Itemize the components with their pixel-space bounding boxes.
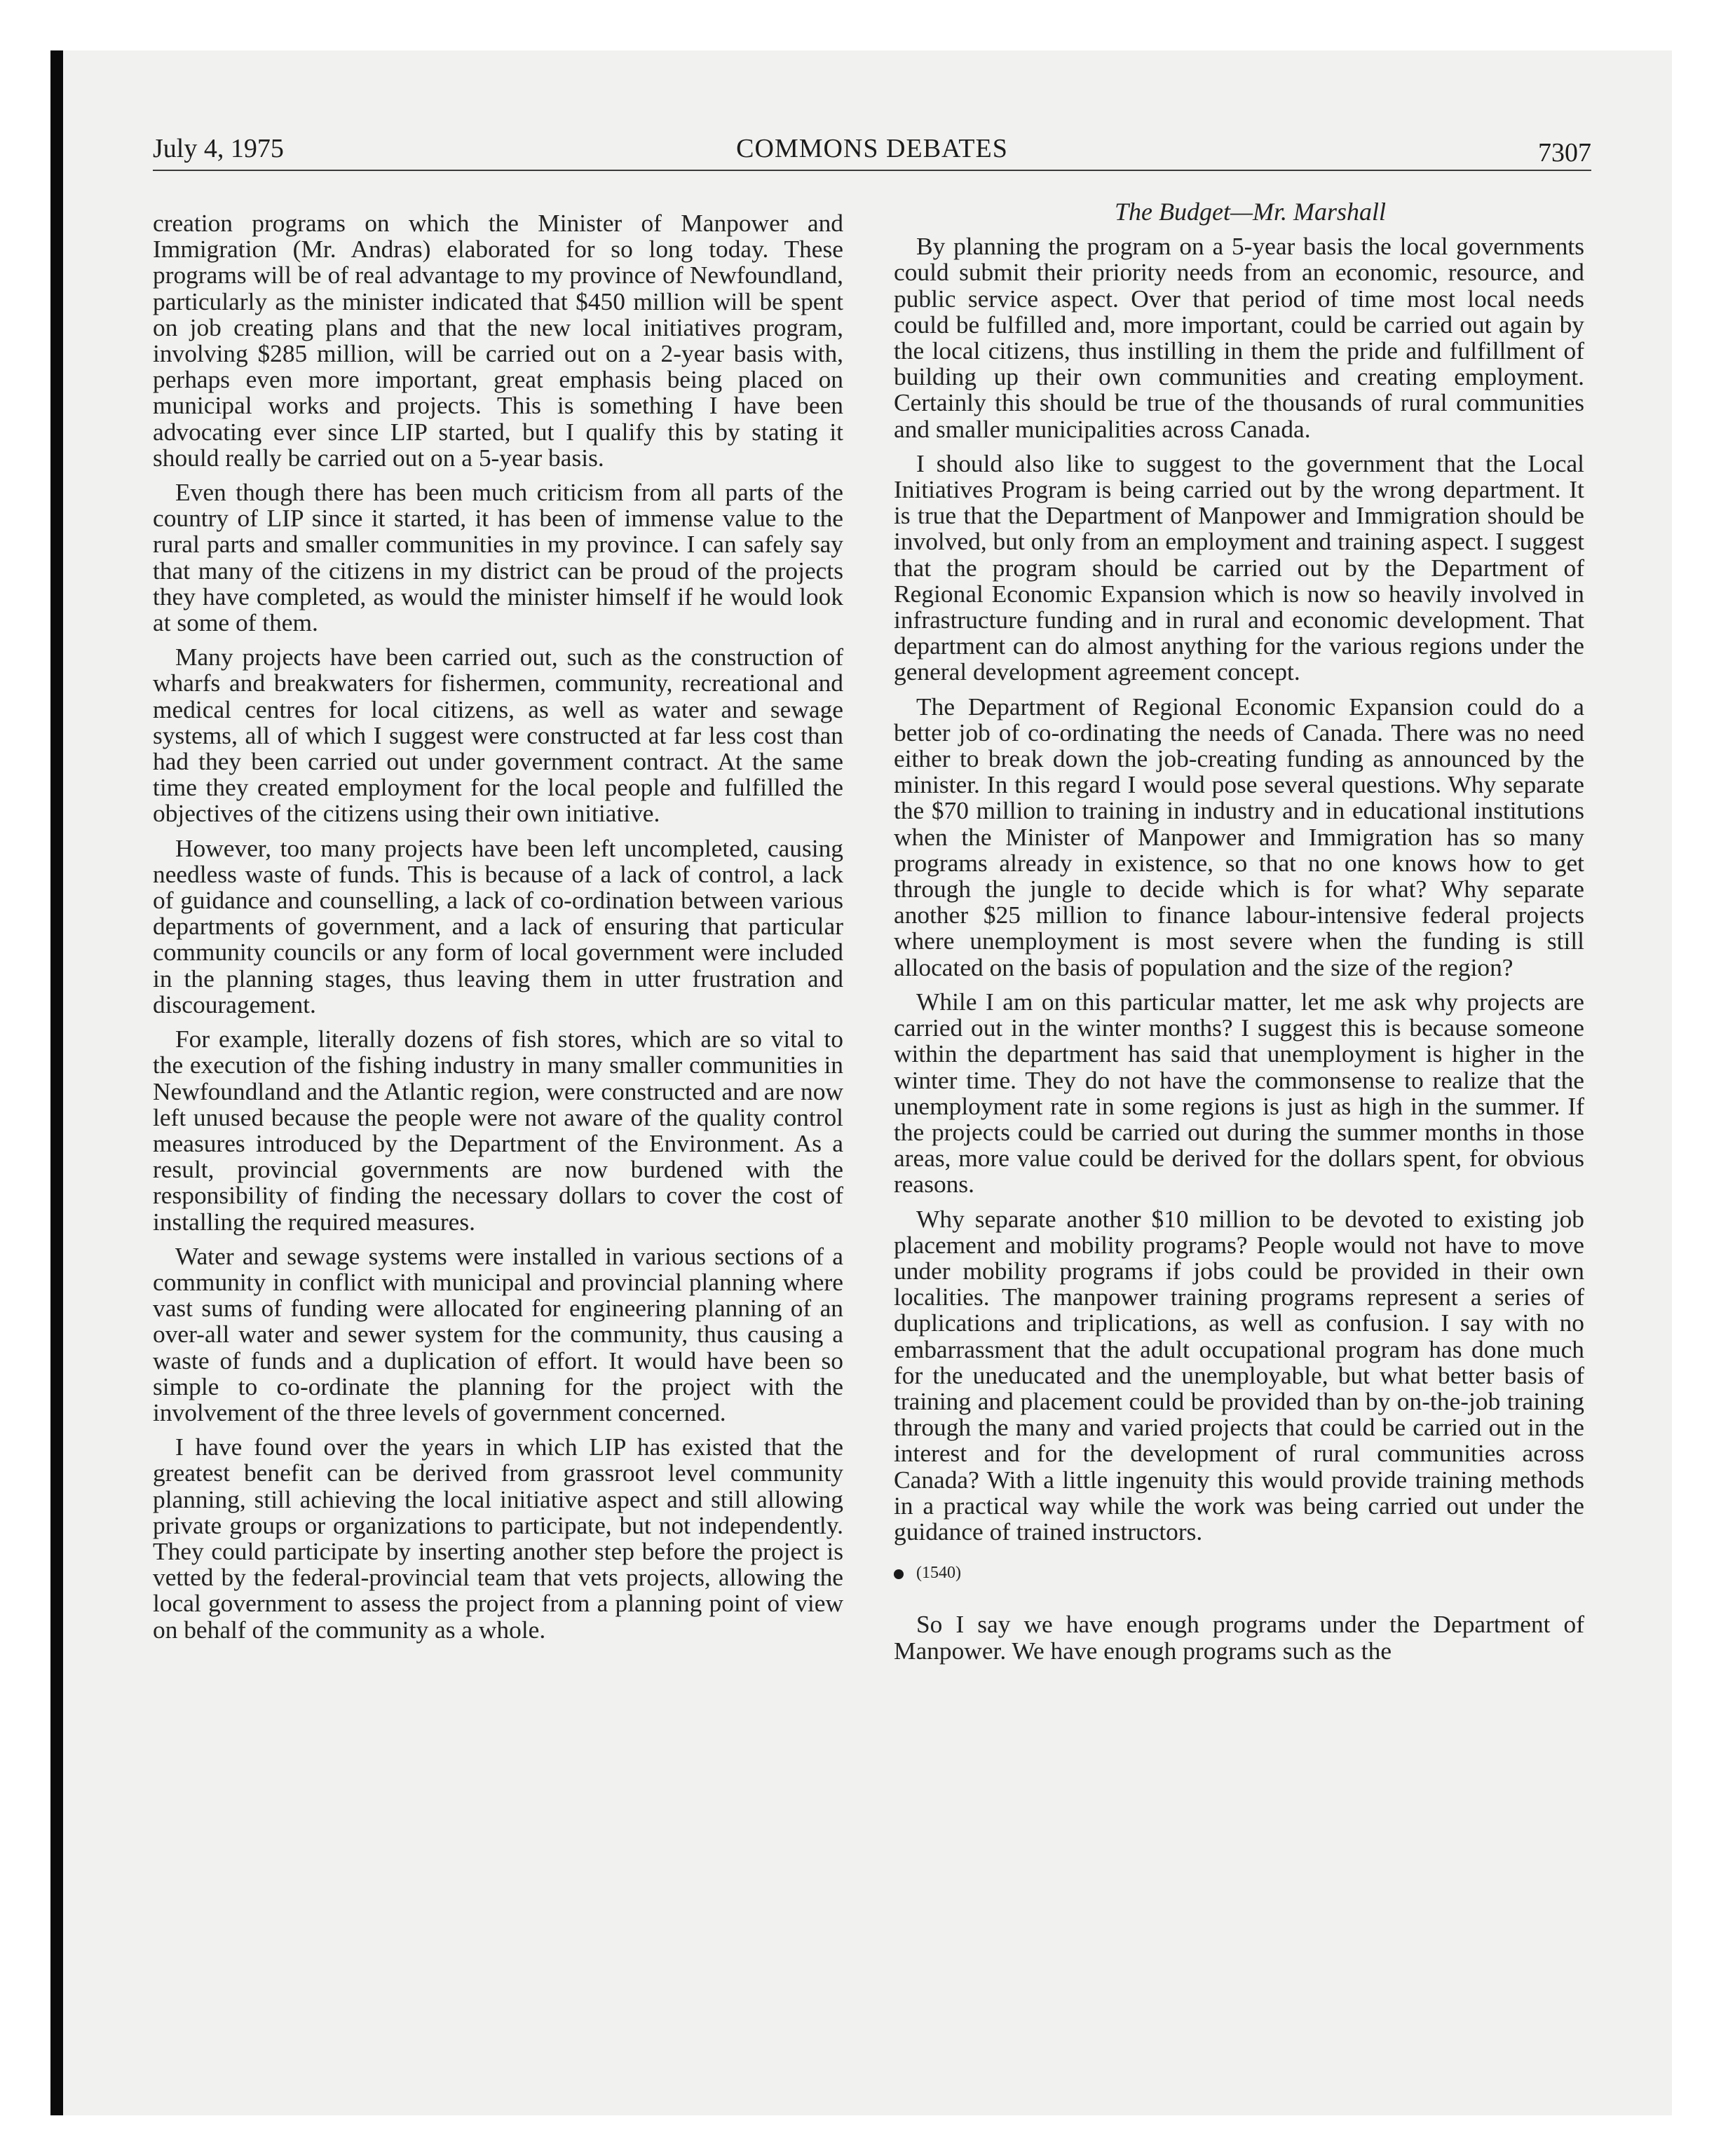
paragraph: I have found over the years in which LIP has existed that the greatest benefit can be derived from grassroot level community planning, still achieving the local initiative aspect and still allowing private groups or organizations to participate, but not independently. They could participate by inserting another step before the project is vetted by the federal-provincial team that vets projects, allowing the local government to assess the project from a planning point of view on behalf of the community as a whole. <box>153 1433 843 1644</box>
bullet-dot-icon <box>894 1569 904 1579</box>
scan-edge-bar <box>50 50 63 2115</box>
paragraph: The Department of Regional Economic Expansion could do a better job of co-ordinating the needs of Canada. There was no need either to break down the job-creating funding as announced by the minister. In this regard I would pose several questions. Why separate the $70 million to training in industry and in educational institutions when the Minister of Manpower and Immigration has so many programs already in existence, so that no one knows how to get through the jungle to decide which is for what? Why separate another $25 million to finance labour-intensive federal projects where unemployment is most severe when the funding is still allocated on the basis of population and the size of the region? <box>894 692 1584 981</box>
paragraph: For example, literally dozens of fish stores, which are so vital to the execution of the fishing industry in many smaller communities in Newfoundland and the Atlantic region, were constructed and are now left unused because the people were not aware of the quality control measures introduced by the Department of the Environment. As a result, provincial governments are now burdened with the responsibility of finding the necessary dollars to cover the cost of installing the required measures. <box>153 1025 843 1236</box>
paragraph: So I say we have enough programs under the Department of Manpower. We have enough programs such as the <box>894 1610 1584 1665</box>
header-title: COMMONS DEBATES <box>736 134 1008 163</box>
time-marker <box>894 1560 1584 1586</box>
paragraph: Even though there has been much criticism from all parts of the country of LIP since it started, it has been of immense value to the rural parts and smaller communities in my province. I can safely say that many of the citizens in my district can be proud of the projects they have completed, as would the minister himself if he would look at some of them. <box>153 478 843 637</box>
paragraph: Water and sewage systems were installed in various sections of a community in conflict with municipal and provincial planning where vast sums of funding were allocated for engineering planning of an over-all water and sewer system for the community, thus causing a waste of funds and a duplication of effort. It would have been so simple to co-ordinate the planning for the project with the involvement of the three levels of government concerned. <box>153 1241 843 1426</box>
left-column <box>153 210 843 1651</box>
paragraph: However, too many projects have been left uncompleted, causing needless waste of funds. This is because of a lack of control, a lack of guidance and counselling, a lack of co-ordination between various departments of government, and a lack of ensuring that particular community councils or any form of local government were included in the planning stages, thus leaving them in utter frustration and discouragement. <box>153 833 843 1018</box>
paragraph: creation programs on which the Minister of Manpower and Immigration (Mr. Andras) elaborated for so long today. These programs will be of real advantage to my province of Newfoundland, particularly as the minister indicated that $450 million will be spent on job creating plans and that the new local initiatives program, involving $285 million, will be carried out on a 2-year basis with, perhaps even more important, great emphasis being placed on municipal works and projects. This is something I have been advocating ever since LIP started, but I qualify this by stating it should really be carried out on a 5-year basis. <box>153 209 843 472</box>
running-head: The Budget—Mr. Marshall <box>1115 198 1386 226</box>
paragraph: Many projects have been carried out, such as the construction of wharfs and breakwaters for fishermen, community, recreational and medical centres for local citizens, as well as water and sewage systems, all of which I suggest were constructed at far less cost than had they been carried out under government contract. At the same time they created employment for the local people and fulfilled the objectives of the citizens using their own initiative. <box>153 643 843 828</box>
header-page-number: 7307 <box>1538 138 1591 168</box>
paragraph: Why separate another $10 million to be devoted to existing job placement and mobility programs? People would not have to move under mobility programs if jobs could be provided in their own localities. The manpower training programs represent a series of duplications and triplications, as well as confusion. I say with no embarrassment that the adult occupational program has done much for the uneducated and the unemployable, but what better basis of training and placement could be provided than by on-the-job training through the many and varied projects that could be carried out in the interest and for the development of rural communities across Canada? With a little ingenuity this would provide training methods in a practical way while the work was being carried out under the guidance of trained instructors. <box>894 1204 1584 1546</box>
page-header <box>153 130 1591 171</box>
paragraph: By planning the program on a 5-year basis the local governments could submit their priority needs from an economic, resource, and public service aspect. Over that period of time most local needs could be fulfilled and, more important, could be carried out again by the local citizens, thus instilling in them the pride and fulfillment of building up their own communities and creating employment. Certainly this should be true of the thousands of rural communities and smaller municipalities across Canada. <box>894 232 1584 443</box>
time-marker-label: (1540) <box>916 1564 961 1583</box>
paragraph: I should also like to suggest to the government that the Local Initiatives Program is being carried out by the wrong department. It is true that the Department of Manpower and Immigration should be involved, but only from an employment and training aspect. I suggest that the program should be carried out by the Department of Regional Economic Expansion which is now so heavily involved in infrastructure funding and in rural and economic development. That department can do almost anything for the various regions under the general development agreement concept. <box>894 449 1584 686</box>
header-date: July 4, 1975 <box>153 134 284 163</box>
right-column <box>894 199 1584 1672</box>
paragraph: While I am on this particular matter, let me ask why projects are carried out in the winter months? I suggest this is because someone within the department has said that unemployment is higher in the winter time. They do not have the commonsense to realize that the unemployment rate in some regions is just as high in the summer. If the projects could be carried out during the summer months in those areas, more value could be derived for the dollars spent, for obvious reasons. <box>894 987 1584 1199</box>
